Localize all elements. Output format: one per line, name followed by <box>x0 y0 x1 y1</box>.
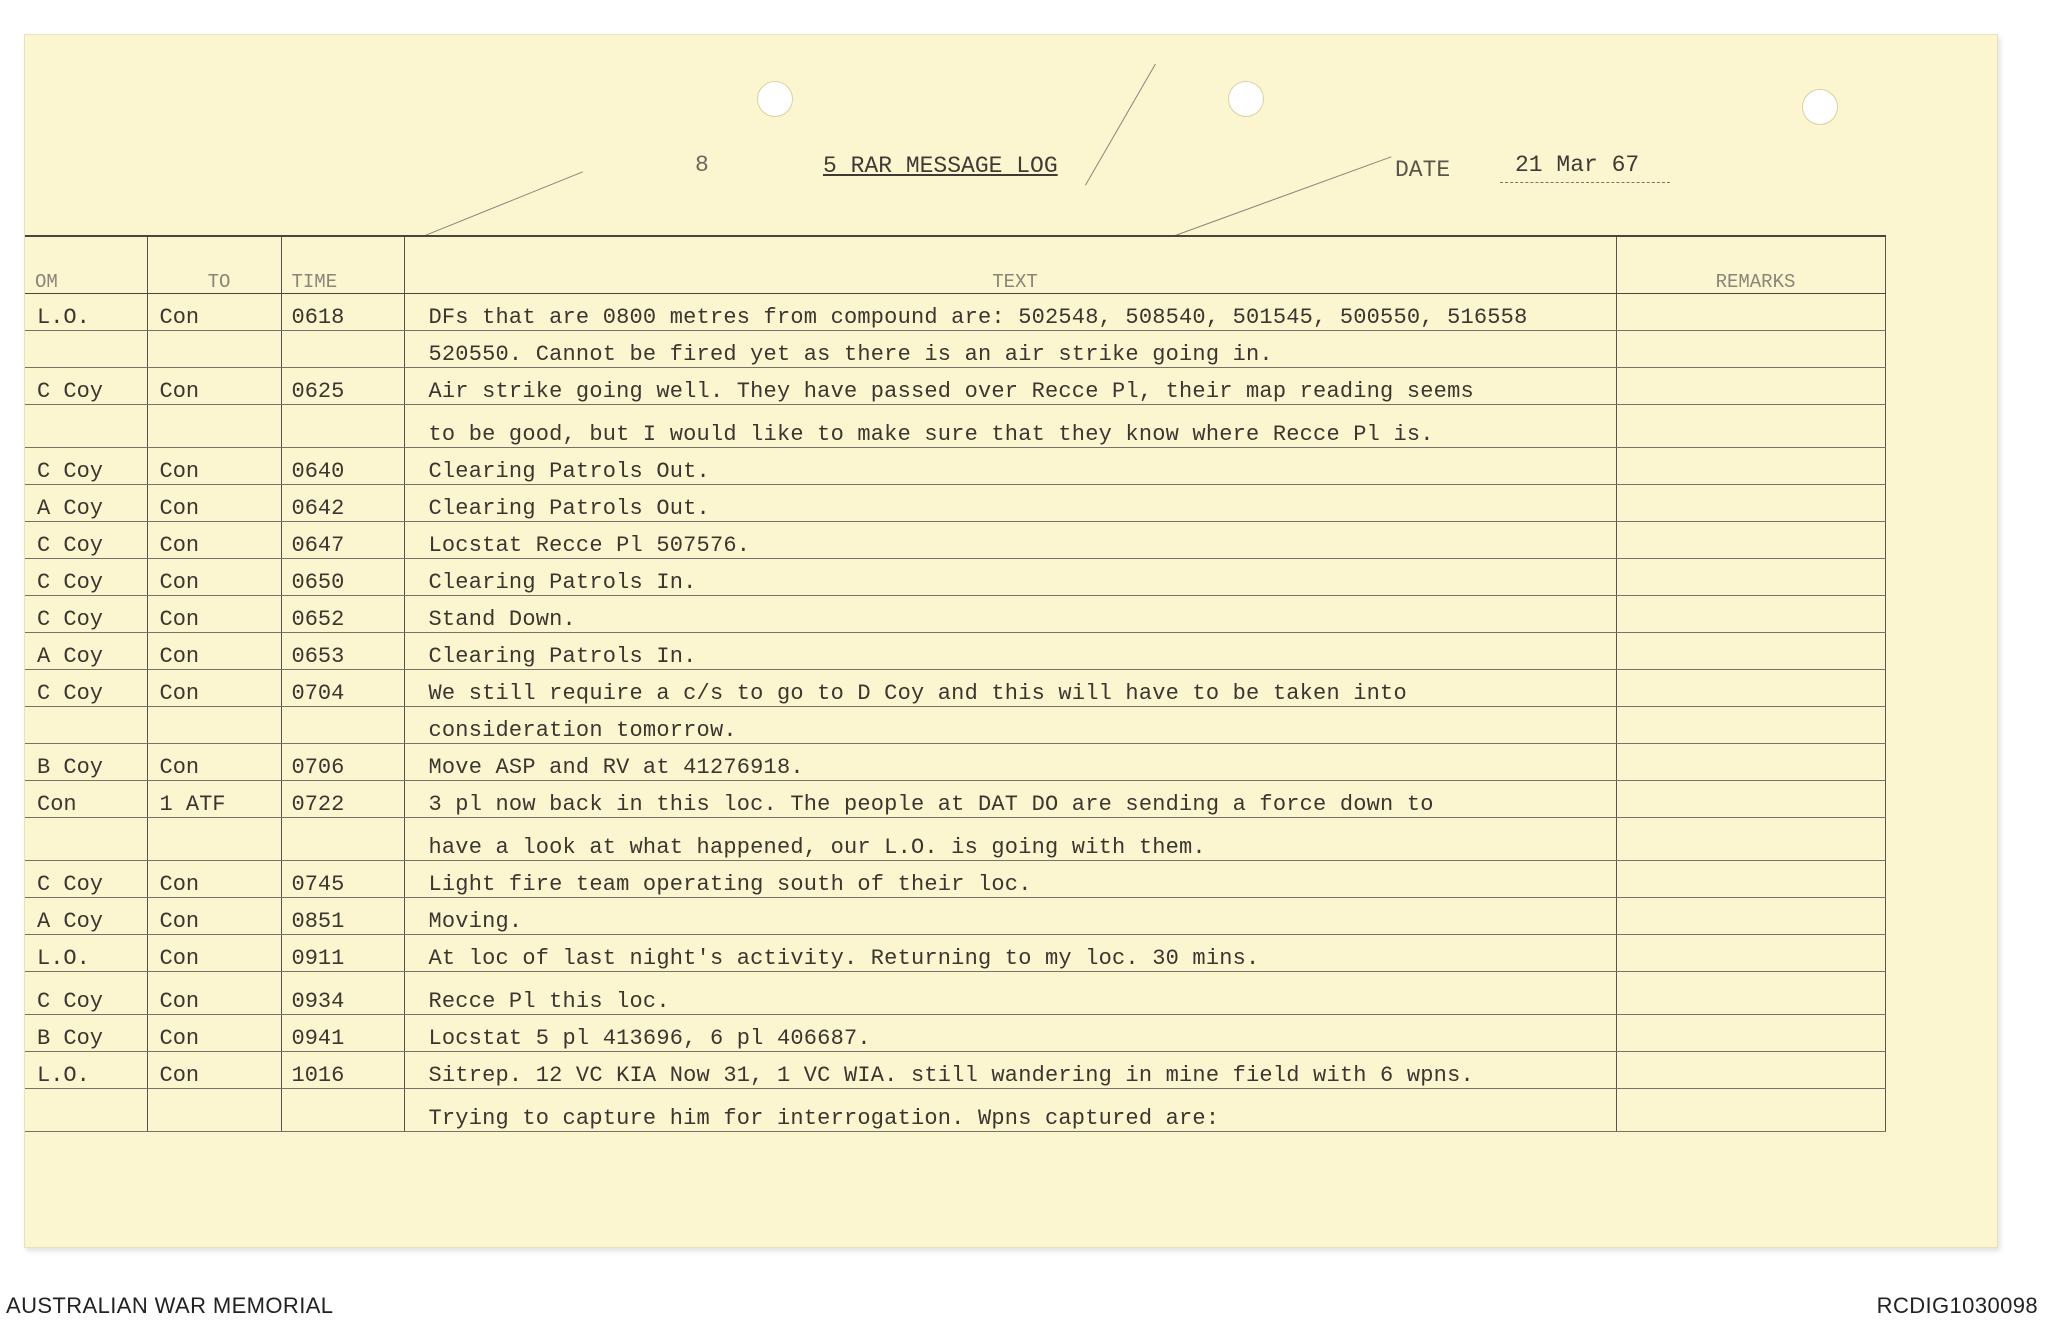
cell-time <box>281 818 404 861</box>
cell-to: Con <box>147 861 281 898</box>
table-row <box>25 331 1885 368</box>
cell-text: Stand Down. <box>404 596 1616 633</box>
cell-from: C Coy <box>25 596 147 633</box>
cell-to: Con <box>147 294 281 331</box>
cell-remarks <box>1616 935 1885 972</box>
cell-text: Moving. <box>404 898 1616 935</box>
date-value: 21 Mar 67 <box>1515 152 1640 178</box>
pencil-mark <box>425 171 583 236</box>
cell-from: L.O. <box>25 1052 147 1089</box>
table-row <box>25 861 1885 898</box>
punch-hole <box>1228 81 1264 117</box>
page-number: 8 <box>695 152 709 178</box>
table-row <box>25 294 1885 331</box>
cell-from: C Coy <box>25 972 147 1015</box>
punch-hole <box>1802 89 1838 125</box>
cell-from: A Coy <box>25 485 147 522</box>
cell-from: A Coy <box>25 898 147 935</box>
cell-text: Clearing Patrols In. <box>404 633 1616 670</box>
cell-text: Light fire team operating south of their loc. <box>404 861 1616 898</box>
cell-remarks <box>1616 331 1885 368</box>
table-row <box>25 781 1885 818</box>
cell-text: Move ASP and RV at 41276918. <box>404 744 1616 781</box>
cell-time <box>281 707 404 744</box>
cell-text: have a look at what happened, our L.O. is going with them. <box>404 818 1616 861</box>
cell-time: 1016 <box>281 1052 404 1089</box>
cell-from: L.O. <box>25 935 147 972</box>
date-label: DATE <box>1395 157 1451 183</box>
cell-time: 0911 <box>281 935 404 972</box>
cell-to: Con <box>147 633 281 670</box>
cell-time: 0652 <box>281 596 404 633</box>
cell-from <box>25 405 147 448</box>
cell-to: Con <box>147 559 281 596</box>
cell-to: Con <box>147 596 281 633</box>
cell-remarks <box>1616 670 1885 707</box>
cell-time: 0722 <box>281 781 404 818</box>
cell-text: Locstat 5 pl 413696, 6 pl 406687. <box>404 1015 1616 1052</box>
cell-text: to be good, but I would like to make sure that they know where Recce Pl is. <box>404 405 1616 448</box>
column-header-to: TO <box>147 236 281 294</box>
cell-time: 0618 <box>281 294 404 331</box>
cell-remarks <box>1616 744 1885 781</box>
cell-to: Con <box>147 1052 281 1089</box>
cell-from: C Coy <box>25 559 147 596</box>
cell-text: Locstat Recce Pl 507576. <box>404 522 1616 559</box>
cell-remarks <box>1616 781 1885 818</box>
cell-time: 0934 <box>281 972 404 1015</box>
cell-remarks <box>1616 485 1885 522</box>
message-log-table <box>25 235 1886 1132</box>
table-row <box>25 707 1885 744</box>
cell-to: Con <box>147 448 281 485</box>
cell-text: Clearing Patrols In. <box>404 559 1616 596</box>
pencil-mark <box>1175 156 1391 236</box>
cell-from: B Coy <box>25 744 147 781</box>
cell-from: L.O. <box>25 294 147 331</box>
cell-to <box>147 405 281 448</box>
cell-from: A Coy <box>25 633 147 670</box>
cell-to <box>147 1089 281 1132</box>
cell-time: 0647 <box>281 522 404 559</box>
cell-text: consideration tomorrow. <box>404 707 1616 744</box>
table-row <box>25 1052 1885 1089</box>
column-header-time: TIME <box>281 236 404 294</box>
column-header-remarks: REMARKS <box>1616 236 1885 294</box>
cell-remarks <box>1616 522 1885 559</box>
cell-from: C Coy <box>25 448 147 485</box>
cell-from: C Coy <box>25 670 147 707</box>
cell-time: 0941 <box>281 1015 404 1052</box>
cell-time: 0745 <box>281 861 404 898</box>
cell-time: 0640 <box>281 448 404 485</box>
cell-text: At loc of last night's activity. Returning to my loc. 30 mins. <box>404 935 1616 972</box>
table-row <box>25 485 1885 522</box>
cell-from: C Coy <box>25 861 147 898</box>
cell-time <box>281 1089 404 1132</box>
cell-text: We still require a c/s to go to D Coy and this will have to be taken into <box>404 670 1616 707</box>
cell-to: Con <box>147 1015 281 1052</box>
table-row <box>25 1015 1885 1052</box>
message-log-sheet <box>24 34 1998 1248</box>
cell-remarks <box>1616 1015 1885 1052</box>
cell-remarks <box>1616 405 1885 448</box>
cell-remarks <box>1616 861 1885 898</box>
table-row <box>25 670 1885 707</box>
column-header-from: OM <box>25 236 147 294</box>
table-row <box>25 633 1885 670</box>
cell-from: B Coy <box>25 1015 147 1052</box>
cell-from: Con <box>25 781 147 818</box>
pencil-mark <box>1085 64 1156 186</box>
cell-remarks <box>1616 707 1885 744</box>
cell-remarks <box>1616 559 1885 596</box>
cell-time: 0650 <box>281 559 404 596</box>
cell-from <box>25 331 147 368</box>
log-title: 5 RAR MESSAGE LOG <box>823 153 1058 179</box>
cell-time: 0653 <box>281 633 404 670</box>
cell-to: Con <box>147 972 281 1015</box>
cell-text: Trying to capture him for interrogation. Wpns captured are: <box>404 1089 1616 1132</box>
cell-remarks <box>1616 818 1885 861</box>
cell-text: Clearing Patrols Out. <box>404 448 1616 485</box>
table-row <box>25 448 1885 485</box>
cell-text: 520550. Cannot be fired yet as there is an air strike going in. <box>404 331 1616 368</box>
cell-remarks <box>1616 898 1885 935</box>
cell-to <box>147 707 281 744</box>
cell-time <box>281 405 404 448</box>
table-row <box>25 972 1885 1015</box>
cell-to: Con <box>147 670 281 707</box>
cell-remarks <box>1616 448 1885 485</box>
cell-to: Con <box>147 522 281 559</box>
cell-remarks <box>1616 972 1885 1015</box>
cell-time: 0642 <box>281 485 404 522</box>
table-row <box>25 405 1885 448</box>
archive-reference-id: RCDIG1030098 <box>1876 1293 2038 1318</box>
cell-from <box>25 1089 147 1132</box>
cell-time: 0625 <box>281 368 404 405</box>
cell-remarks <box>1616 1089 1885 1132</box>
cell-text: DFs that are 0800 metres from compound are: 502548, 508540, 501545, 500550, 516558 <box>404 294 1616 331</box>
cell-to: Con <box>147 935 281 972</box>
cell-time: 0704 <box>281 670 404 707</box>
table-row <box>25 1089 1885 1132</box>
table-row <box>25 818 1885 861</box>
cell-from <box>25 818 147 861</box>
table-header-row <box>25 236 1885 294</box>
cell-from: C Coy <box>25 522 147 559</box>
cell-from <box>25 707 147 744</box>
cell-to: 1 ATF <box>147 781 281 818</box>
cell-to <box>147 331 281 368</box>
cell-to <box>147 818 281 861</box>
cell-text: 3 pl now back in this loc. The people at DAT DO are sending a force down to <box>404 781 1616 818</box>
cell-to: Con <box>147 744 281 781</box>
cell-remarks <box>1616 596 1885 633</box>
table-row <box>25 898 1885 935</box>
cell-text: Sitrep. 12 VC KIA Now 31, 1 VC WIA. still wandering in mine field with 6 wpns. <box>404 1052 1616 1089</box>
cell-remarks <box>1616 368 1885 405</box>
cell-remarks <box>1616 294 1885 331</box>
archive-credit: AUSTRALIAN WAR MEMORIAL <box>6 1293 334 1318</box>
cell-text: Recce Pl this loc. <box>404 972 1616 1015</box>
table-row <box>25 596 1885 633</box>
cell-remarks <box>1616 1052 1885 1089</box>
table-row <box>25 935 1885 972</box>
cell-time: 0851 <box>281 898 404 935</box>
date-underline <box>1500 182 1670 183</box>
cell-to: Con <box>147 368 281 405</box>
cell-text: Air strike going well. They have passed over Recce Pl, their map reading seems <box>404 368 1616 405</box>
table-row <box>25 368 1885 405</box>
cell-text: Clearing Patrols Out. <box>404 485 1616 522</box>
table-row <box>25 522 1885 559</box>
punch-hole <box>757 81 793 117</box>
cell-remarks <box>1616 633 1885 670</box>
cell-time: 0706 <box>281 744 404 781</box>
table-row <box>25 744 1885 781</box>
cell-to: Con <box>147 898 281 935</box>
column-header-text: TEXT <box>404 236 1616 294</box>
cell-to: Con <box>147 485 281 522</box>
cell-from: C Coy <box>25 368 147 405</box>
table-row <box>25 559 1885 596</box>
cell-time <box>281 331 404 368</box>
